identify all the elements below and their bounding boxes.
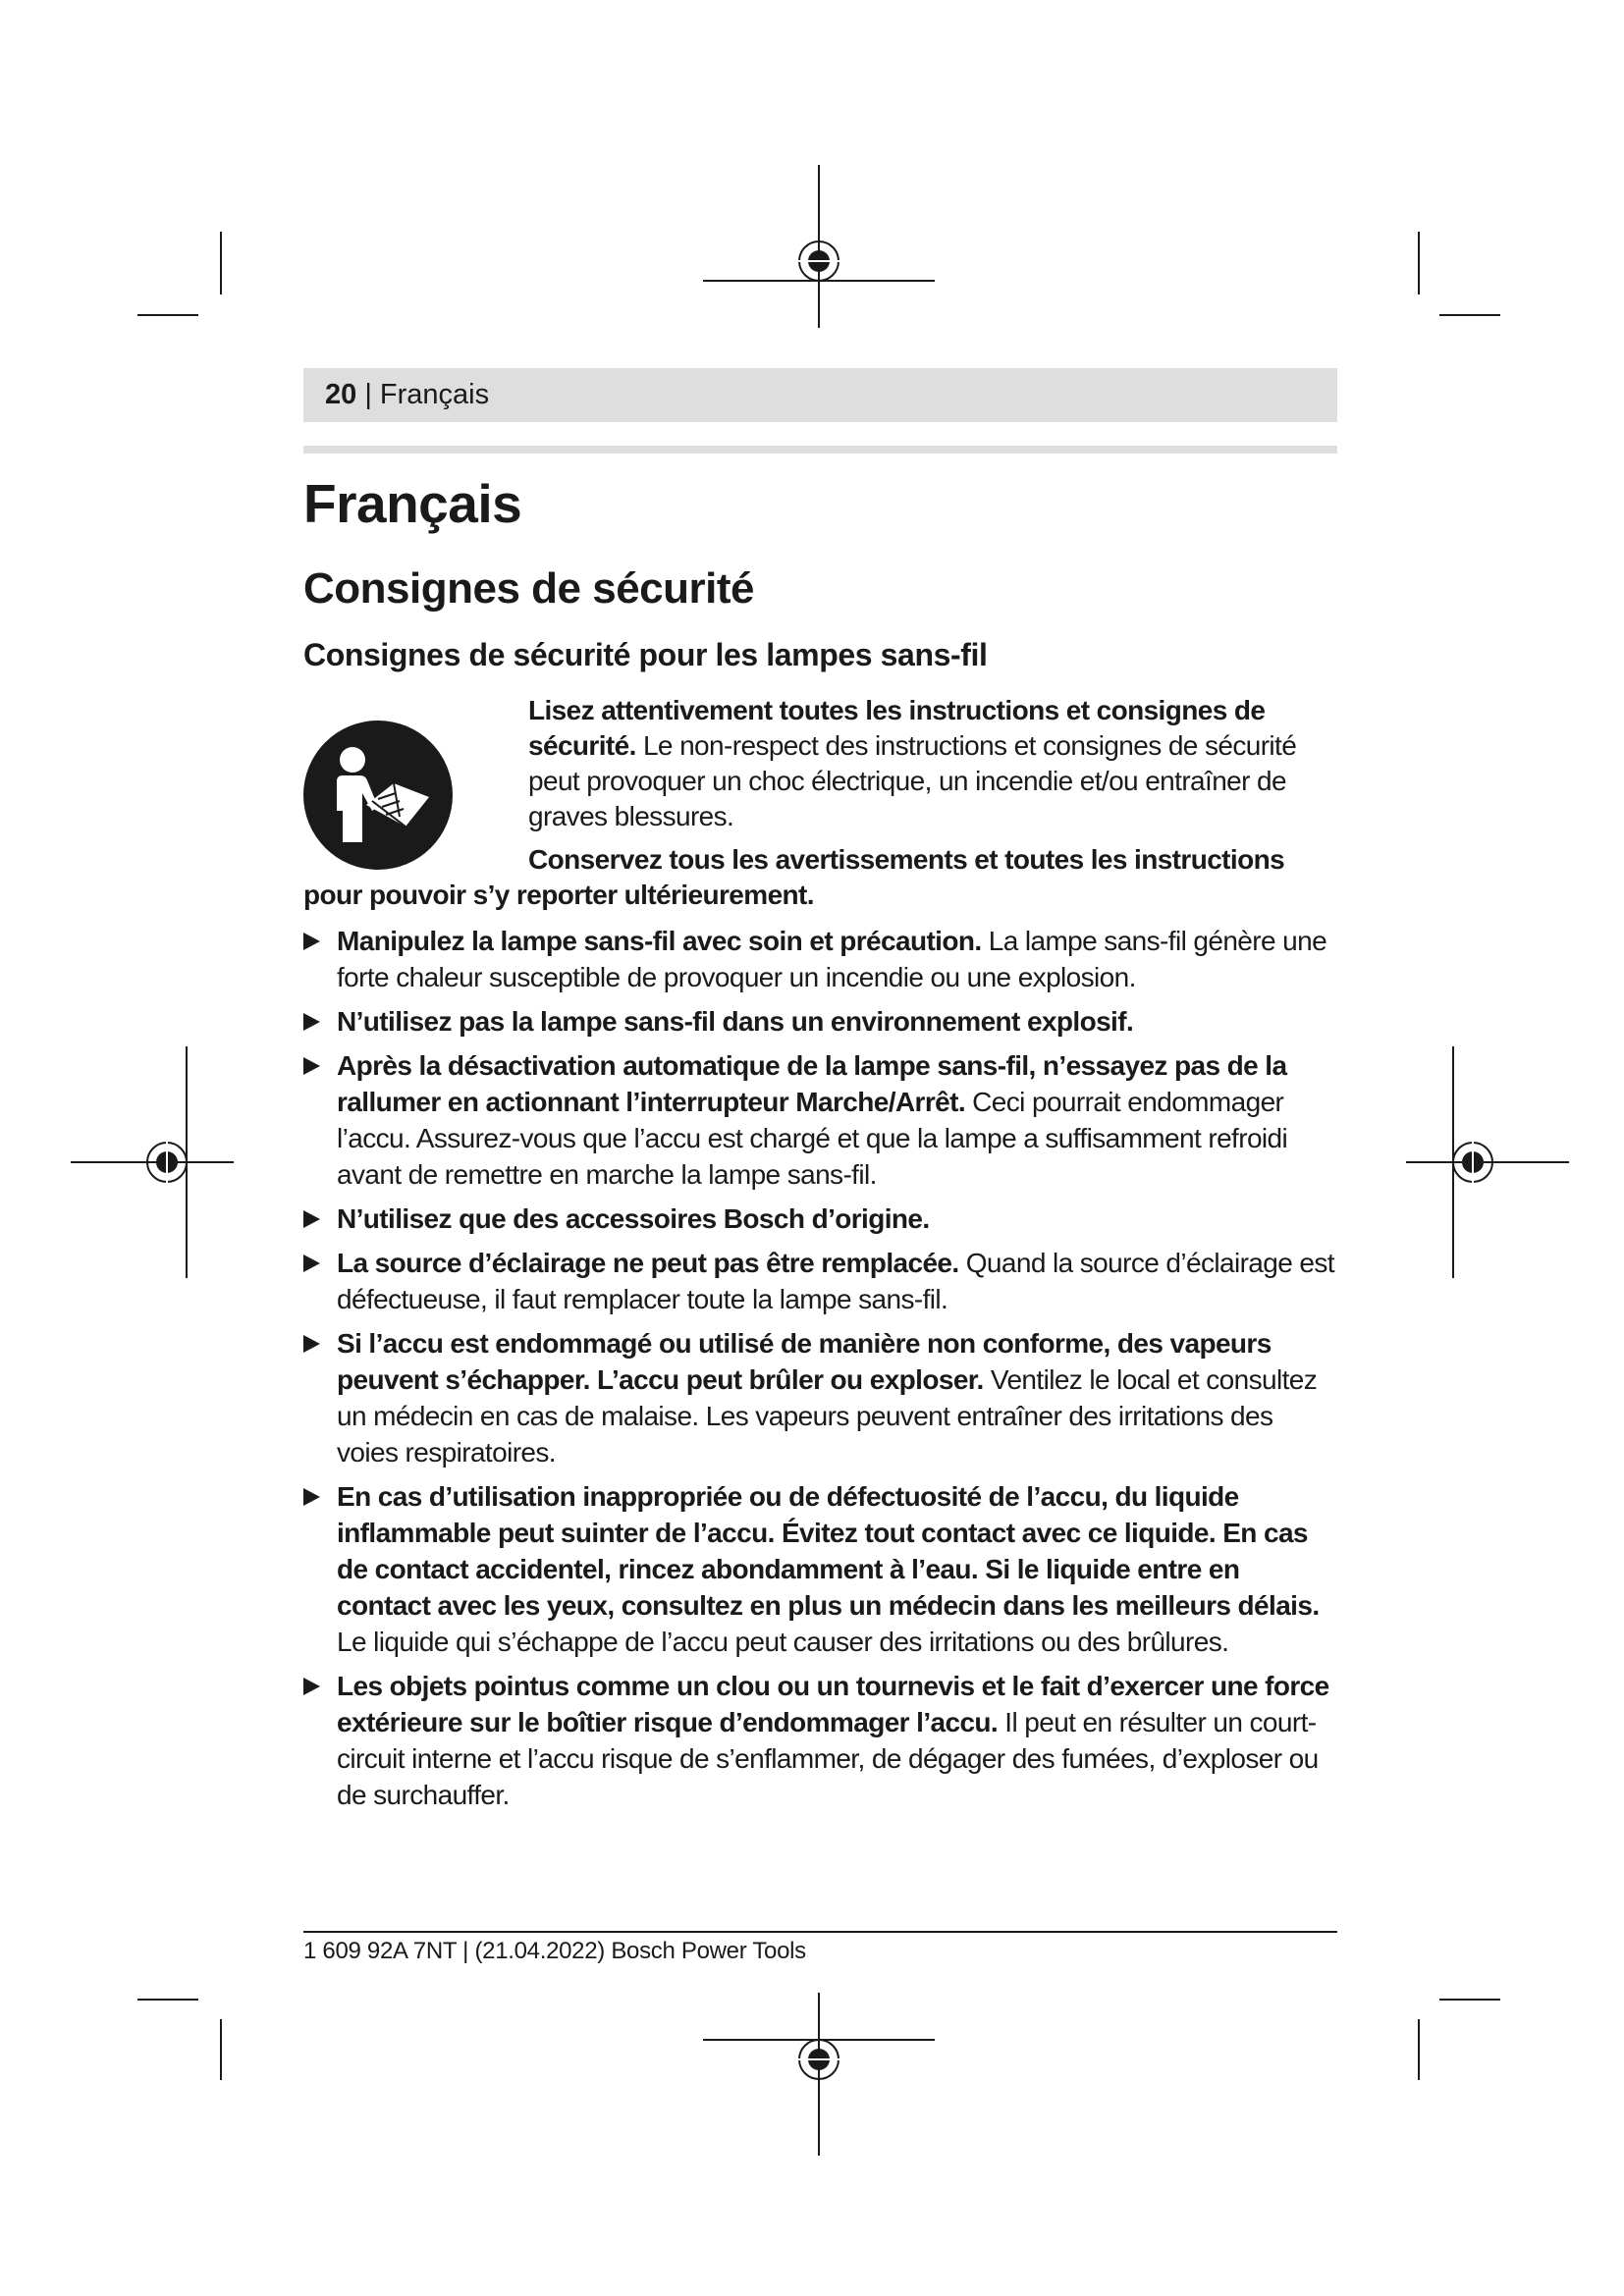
registration-mark-bottom — [703, 1993, 935, 2156]
item-normal: Ventilez le local et consultez un médecin en cas de malaise. Les vapeurs peuvent entraîner des irritations des voies respiratoires. — [337, 1364, 1318, 1468]
registration-mark-top — [703, 165, 935, 328]
bullet-arrow-icon — [303, 1013, 320, 1031]
read-manual-icon — [303, 721, 453, 870]
crop-mark-bottom-left-horizontal — [137, 1999, 198, 2001]
registration-mark-left — [71, 1046, 234, 1278]
item-bold: N’utilisez que des accessoires Bosch d’origine. — [337, 1203, 930, 1234]
bullet-arrow-icon — [303, 1255, 320, 1272]
item-bold: Les objets pointus comme un clou ou un tournevis et le fait d’exercer une force extérieure sur le boîtier risque d’endommager l’accu. — [337, 1671, 1329, 1737]
intro-normal: Le non-respect des instructions et consignes de sécurité peut provoquer un choc électrique, un incendie et/ou entraîner de graves blessures. — [528, 730, 1297, 831]
item-bold: Manipulez la lampe sans-fil avec soin et précaution. — [337, 926, 982, 956]
list-item — [303, 1201, 1337, 1237]
item-bold: La source d’éclairage ne peut pas être remplacée. — [337, 1248, 959, 1278]
list-item — [303, 1668, 1337, 1813]
item-bold: Après la désactivation automatique de la lampe sans-fil, n’essayez pas de la rallumer en actionnant l’interrupteur Marche/Arrêt. — [337, 1050, 1287, 1117]
item-bold: N’utilisez pas la lampe sans-fil dans un environnement explosif. — [337, 1006, 1134, 1037]
footer-rule — [303, 1931, 1337, 1933]
intro-paragraph — [528, 693, 1337, 834]
item-normal: Le liquide qui s’échappe de l’accu peut causer des irritations ou des brûlures. — [337, 1627, 1229, 1657]
section-title: Consignes de sécurité — [303, 564, 754, 613]
keep-notice: Conservez tous les avertissements et toutes les instructions pour pouvoir s’y reporter ultérieurement. — [303, 844, 1285, 910]
crop-mark-top-right-horizontal — [1439, 314, 1500, 316]
header-section: Français — [379, 379, 490, 410]
bullet-arrow-icon — [303, 1057, 320, 1075]
header-text — [325, 377, 489, 412]
list-item — [303, 1003, 1337, 1040]
page-header — [303, 368, 1337, 422]
crop-mark-bottom-left-vertical — [220, 2019, 222, 2080]
intro-text — [528, 693, 1337, 834]
page-number: 20 — [325, 379, 357, 410]
list-item — [303, 1325, 1337, 1470]
bullet-arrow-icon — [303, 933, 320, 950]
item-normal: Ceci pourrait endommager l’accu. Assurez-vous que l’accu est chargé et que la lampe a suffisamment refroidi avant de remettre en marche la lampe sans-fil. — [337, 1087, 1288, 1190]
page-footer: 1 609 92A 7NT | (21.04.2022) Bosch Power Tools — [303, 1938, 806, 1964]
list-item — [303, 923, 1337, 995]
list-item — [303, 1245, 1337, 1317]
registration-mark-right — [1406, 1046, 1569, 1278]
main-content — [303, 469, 1337, 1821]
crop-mark-bottom-right-vertical — [1418, 2019, 1420, 2080]
header-rule — [303, 446, 1337, 454]
item-normal: Quand la source d’éclairage est défectueuse, il faut remplacer toute la lampe sans-fil. — [337, 1248, 1334, 1314]
list-item — [303, 1478, 1337, 1660]
safety-list — [303, 923, 1337, 1813]
intro-block — [303, 693, 1337, 834]
subsection-title: Consignes de sécurité pour les lampes sans-fil — [303, 637, 988, 672]
item-bold: Si l’accu est endommagé ou utilisé de manière non conforme, des vapeurs peuvent s’échapper. L’accu peut brûler ou exploser. — [337, 1328, 1272, 1395]
header-separator: | — [356, 379, 380, 410]
crop-mark-top-left-vertical — [220, 232, 222, 294]
bullet-arrow-icon — [303, 1678, 320, 1695]
item-normal: La lampe sans-fil génère une forte chaleur susceptible de provoquer un incendie ou une explosion. — [337, 926, 1327, 992]
crop-mark-top-right-vertical — [1418, 232, 1420, 294]
crop-mark-bottom-right-horizontal — [1439, 1999, 1500, 2001]
intro-bold: Lisez attentivement toutes les instructions et consignes de sécurité. — [528, 695, 1266, 761]
bullet-arrow-icon — [303, 1210, 320, 1228]
crop-mark-top-left-horizontal — [137, 314, 198, 316]
item-bold: En cas d’utilisation inappropriée ou de défectuosité de l’accu, du liquide inflammable peut suinter de l’accu. Évitez tout contact avec ce liquide. En cas de contact accidentel, rincez abondamment à l’eau. Si le liquide entre en contact avec les yeux, consultez en plus un médecin dans les meilleurs délais. — [337, 1481, 1320, 1621]
bullet-arrow-icon — [303, 1335, 320, 1353]
list-item — [303, 1047, 1337, 1193]
item-normal: Il peut en résulter un court-circuit interne et l’accu risque de s’enflammer, de dégager des fumées, d’exploser ou de surchauffer. — [337, 1707, 1319, 1810]
page-title: Français — [303, 473, 522, 534]
bullet-arrow-icon — [303, 1488, 320, 1506]
